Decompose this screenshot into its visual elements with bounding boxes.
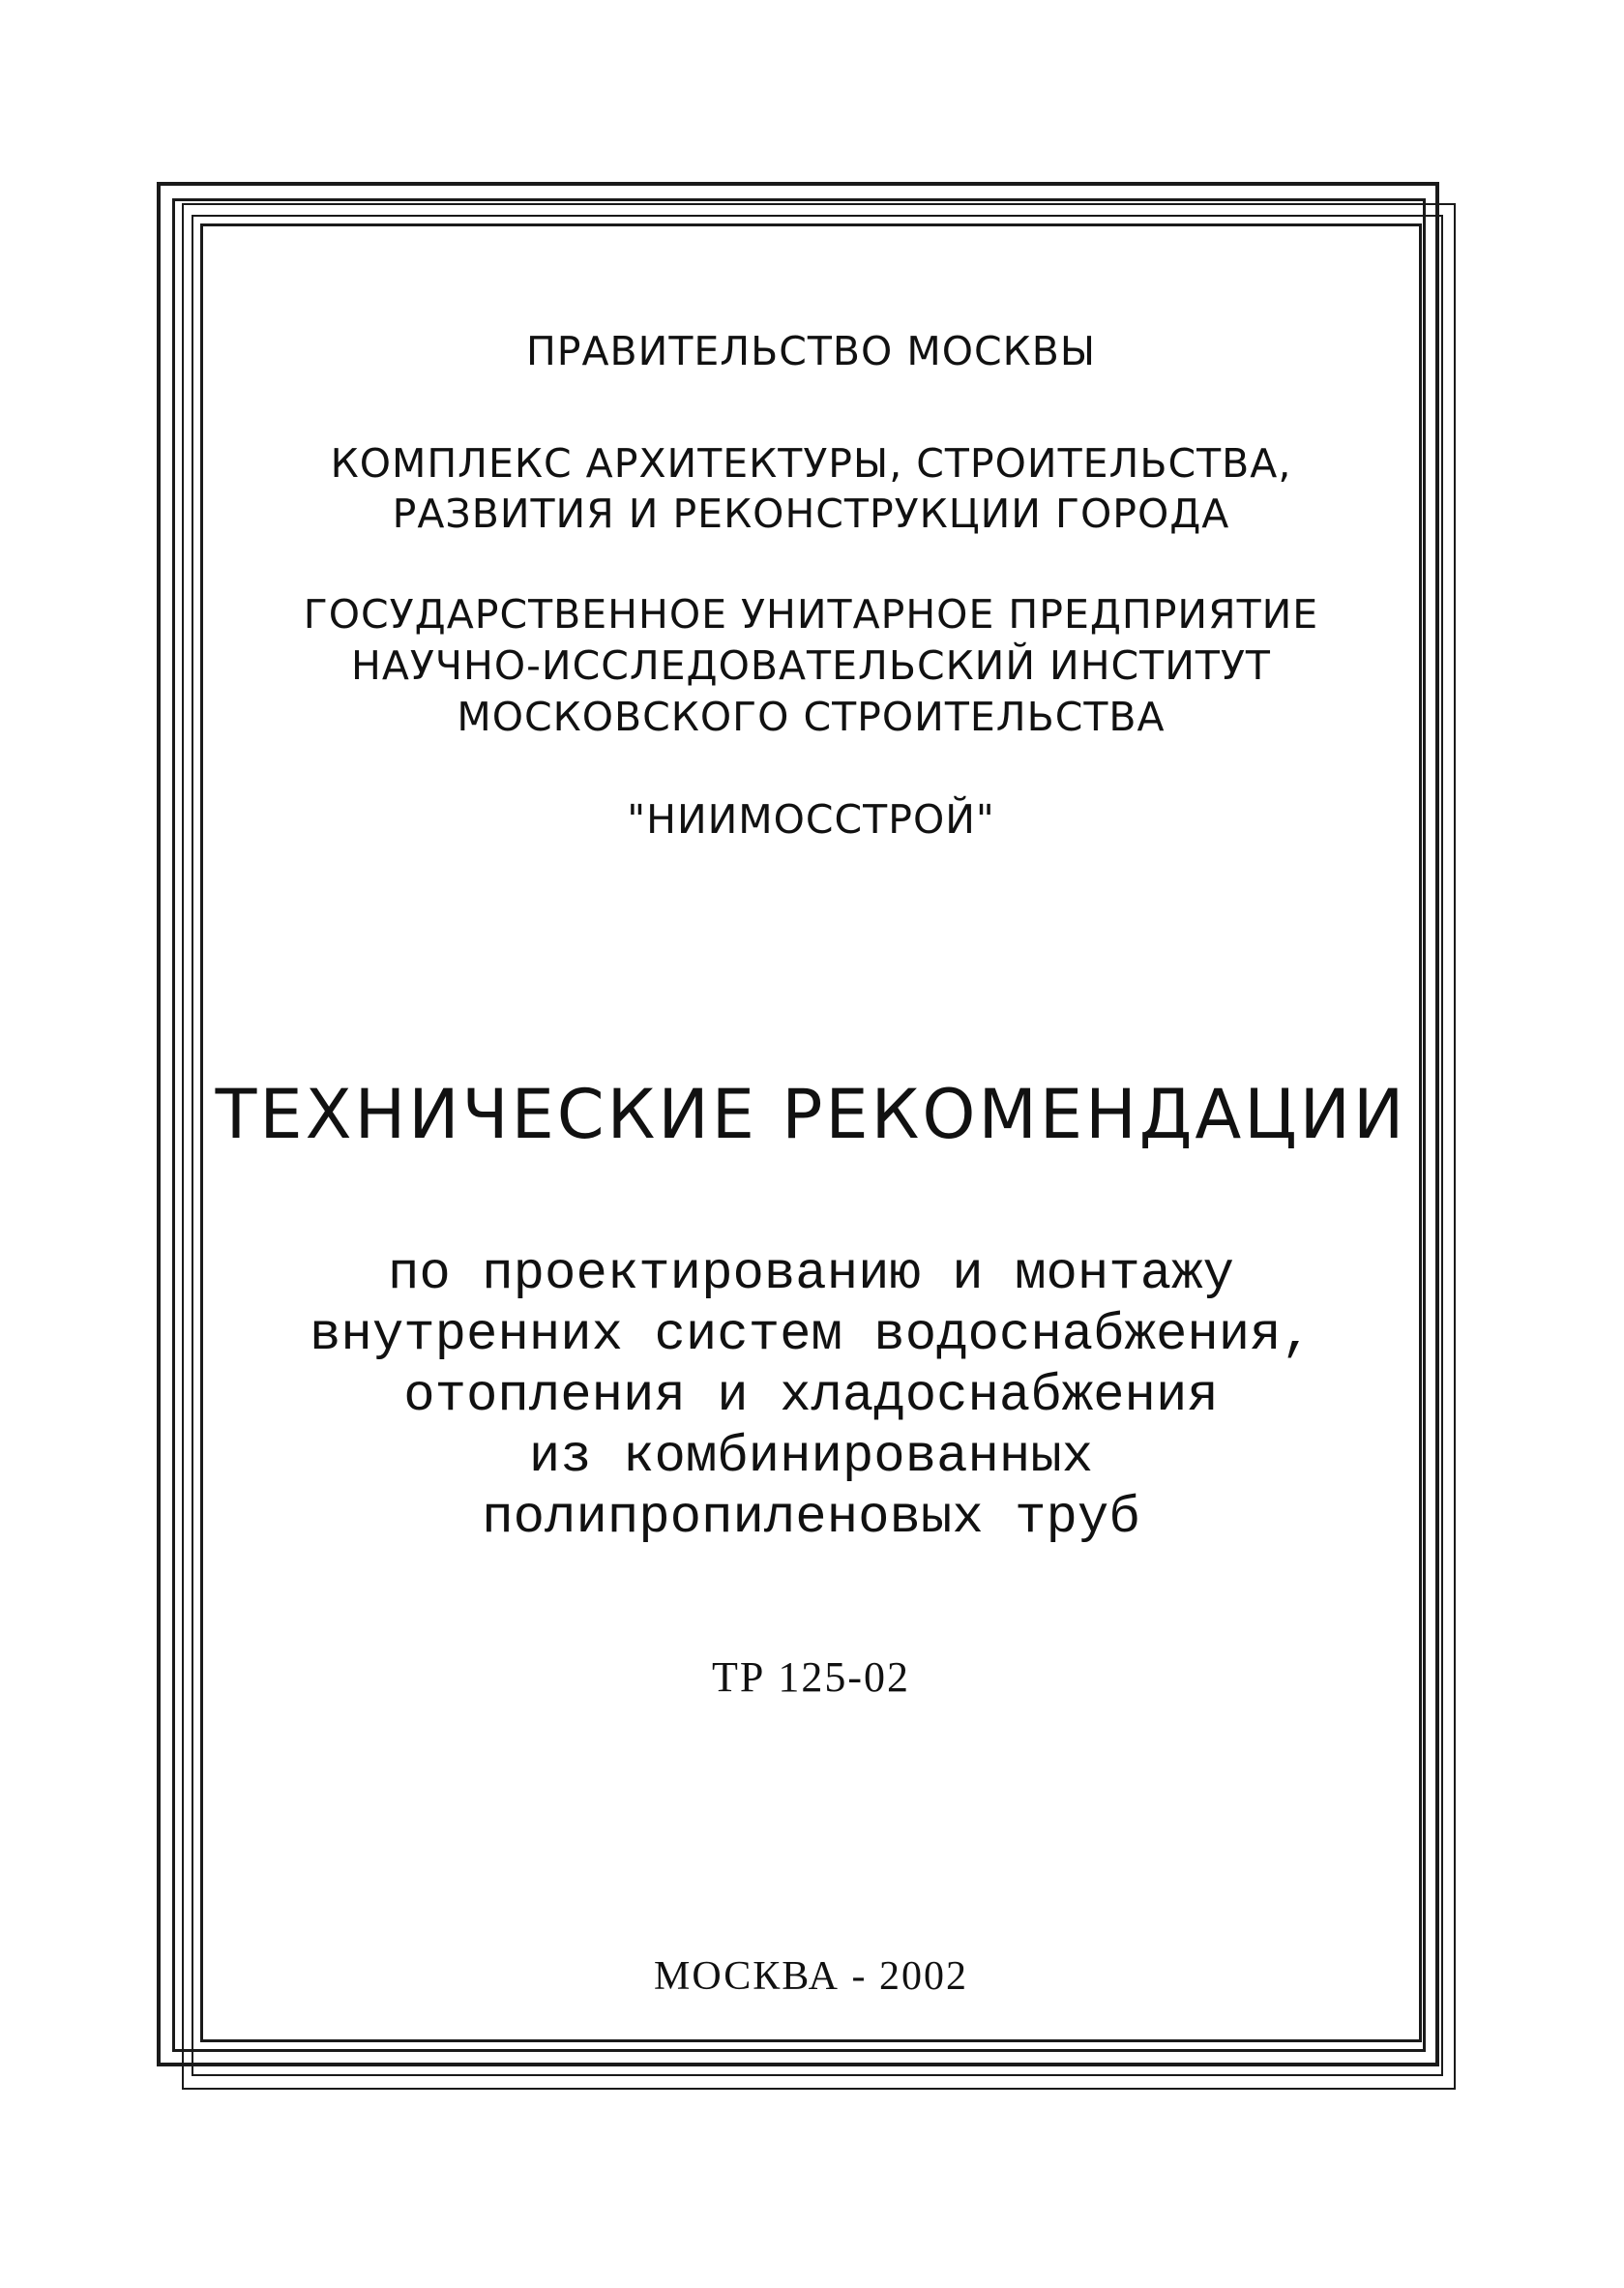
subtitle-line-2: внутренних систем водоснабжения, [310, 1306, 1313, 1365]
enterprise-name: "НИИМОССТРОЙ" [627, 796, 995, 843]
enterprise-line-3: МОСКОВСКОГО СТРОИТЕЛЬСТВА [457, 694, 1166, 740]
complex-line-1: КОМПЛЕКС АРХИТЕКТУРЫ, СТРОИТЕЛЬСТВА, [330, 440, 1292, 487]
subtitle-line-1: по проектированию и монтажу [388, 1245, 1234, 1304]
enterprise-line-2: НАУЧНО-ИССЛЕДОВАТЕЛЬСКИЙ ИНСТИТУТ [351, 642, 1271, 689]
enterprise-line-1: ГОСУДАРСТВЕННОЕ УНИТАРНОЕ ПРЕДПРИЯТИЕ [303, 591, 1319, 638]
document-code: ТР 125-02 [712, 1653, 910, 1701]
subtitle-line-3: отопления и хладоснабжения [403, 1367, 1219, 1426]
document-title: ТЕХНИЧЕСКИЕ РЕКОМЕНДАЦИИ [215, 1075, 1407, 1154]
place-year: МОСКВА - 2002 [654, 1954, 968, 1999]
government-heading: ПРАВИТЕЛЬСТВО МОСКВЫ [525, 328, 1097, 374]
subtitle-line-5: полипропиленовых труб [482, 1489, 1140, 1548]
subtitle-line-4: из комбинированных [528, 1428, 1094, 1487]
complex-line-2: РАЗВИТИЯ И РЕКОНСТРУКЦИИ ГОРОДА [392, 490, 1230, 537]
